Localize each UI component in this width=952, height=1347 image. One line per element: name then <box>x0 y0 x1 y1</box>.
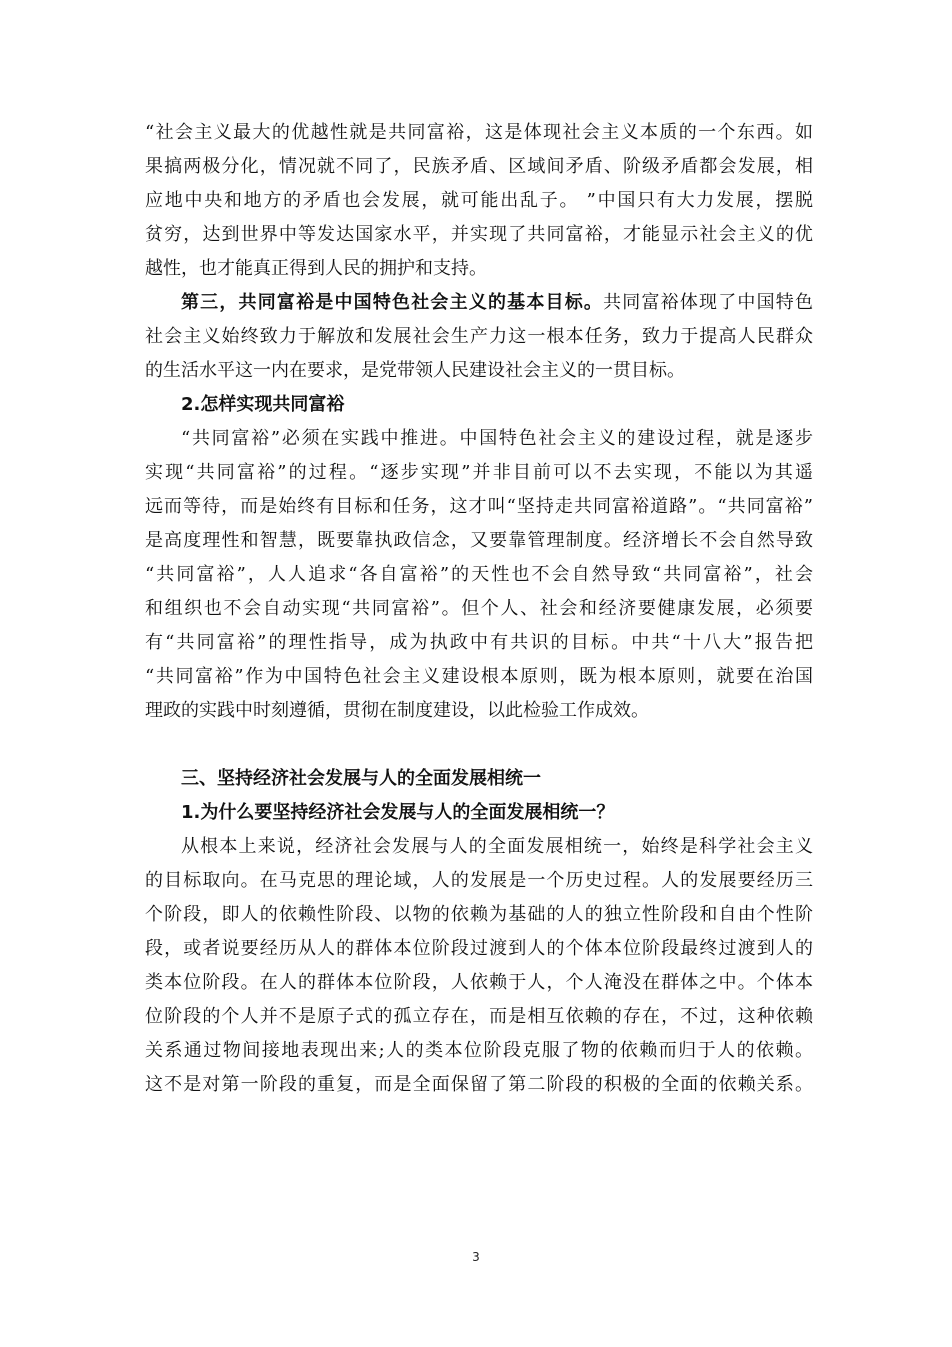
text-line: 和组织也不会自动实现“共同富裕”。但个人、社会和经济要健康发展，必须要 <box>145 598 813 619</box>
paragraph-human-development <box>145 830 813 1102</box>
text-line: 应地中央和地方的矛盾也会发展，就可能出乱子。 ”中国只有大力发展，摆脱 <box>145 190 813 211</box>
text-line: 远而等待，而是始终有目标和任务，这才叫“坚持走共同富裕道路”。“共同富裕” <box>145 496 813 517</box>
text-line: 是高度理性和智慧，既要靠执政信念，又要靠管理制度。经济增长不会自然导致 <box>145 530 813 551</box>
subheading-how-to-achieve: 2.怎样实现共同富裕 <box>181 394 345 415</box>
text-line: “共同富裕”作为中国特色社会主义建设根本原则，既为根本原则，就要在治国 <box>145 666 813 687</box>
section-spacer <box>145 728 813 762</box>
text-line: 实现“共同富裕”的过程。“逐步实现”并非目前可以不去实现，不能以为其遥 <box>145 462 813 483</box>
text-line: 的目标取向。在马克思的理论域，人的发展是一个历史过程。人的发展要经历三 <box>145 870 813 891</box>
text-line: 段，或者说要经历从人的群体本位阶段过渡到人的个体本位阶段最终过渡到人的 <box>145 938 813 959</box>
text-line: 果搞两极分化，情况就不同了，民族矛盾、区域间矛盾、阶级矛盾都会发展，相 <box>145 156 813 177</box>
text-line: 越性，也才能真正得到人民的拥护和支持。 <box>145 258 487 279</box>
text-line: “共同富裕”必须在实践中推进。中国特色社会主义的建设过程，就是逐步 <box>181 428 813 449</box>
paragraph-common-prosperity <box>145 422 813 728</box>
text-line <box>145 286 813 320</box>
paragraph-quote-continuation <box>145 116 813 286</box>
text-line: 位阶段的个人并不是原子式的孤立存在，而是相互依赖的存在，不过，这种依赖 <box>145 1006 813 1027</box>
text-line: 这不是对第一阶段的重复，而是全面保留了第二阶段的积极的全面的依赖关系。 <box>145 1074 813 1095</box>
text-line: 有“共同富裕”的理性指导，成为执政中有共识的目标。中共“十八大”报告把 <box>145 632 813 653</box>
text-line: 理政的实践中时刻遵循，贯彻在制度建设，以此检验工作成效。 <box>145 700 649 721</box>
text-line: “社会主义最大的优越性就是共同富裕，这是体现社会主义本质的一个东西。如 <box>145 122 813 143</box>
section-heading: 三、坚持经济社会发展与人的全面发展相统一 <box>181 768 541 789</box>
text-line: 贫穷，达到世界中等发达国家水平，并实现了共同富裕，才能显示社会主义的优 <box>145 224 813 245</box>
text-line: 关系通过物间接地表现出来;人的类本位阶段克服了物的依赖而归于人的依赖。 <box>145 1040 813 1061</box>
document-body <box>145 116 813 1102</box>
text-line: 个阶段，即人的依赖性阶段、以物的依赖为基础的人的独立性阶段和自由个性阶 <box>145 904 813 925</box>
paragraph-third-point <box>145 286 813 388</box>
text-line: “共同富裕”，人人追求“各自富裕”的天性也不会自然导致“共同富裕”，社会 <box>145 564 813 585</box>
text-line: 从根本上来说，经济社会发展与人的全面发展相统一，始终是科学社会主义 <box>181 836 813 857</box>
text-line-rest: 共同富裕体现了中国特色 <box>603 292 813 313</box>
text-line: 社会主义始终致力于解放和发展社会生产力这一根本任务，致力于提高人民群众 <box>145 326 813 347</box>
page-number: 3 <box>472 1250 480 1264</box>
bold-lead-sentence: 第三，共同富裕是中国特色社会主义的基本目标。 <box>181 292 604 313</box>
text-line: 类本位阶段。在人的群体本位阶段，人依赖于人，个人淹没在群体之中。个体本 <box>145 972 813 993</box>
text-line: 的生活水平这一内在要求，是党带领人民建设社会主义的一贯目标。 <box>145 360 685 381</box>
subheading-why: 1.为什么要坚持经济社会发展与人的全面发展相统一？ <box>181 802 615 823</box>
